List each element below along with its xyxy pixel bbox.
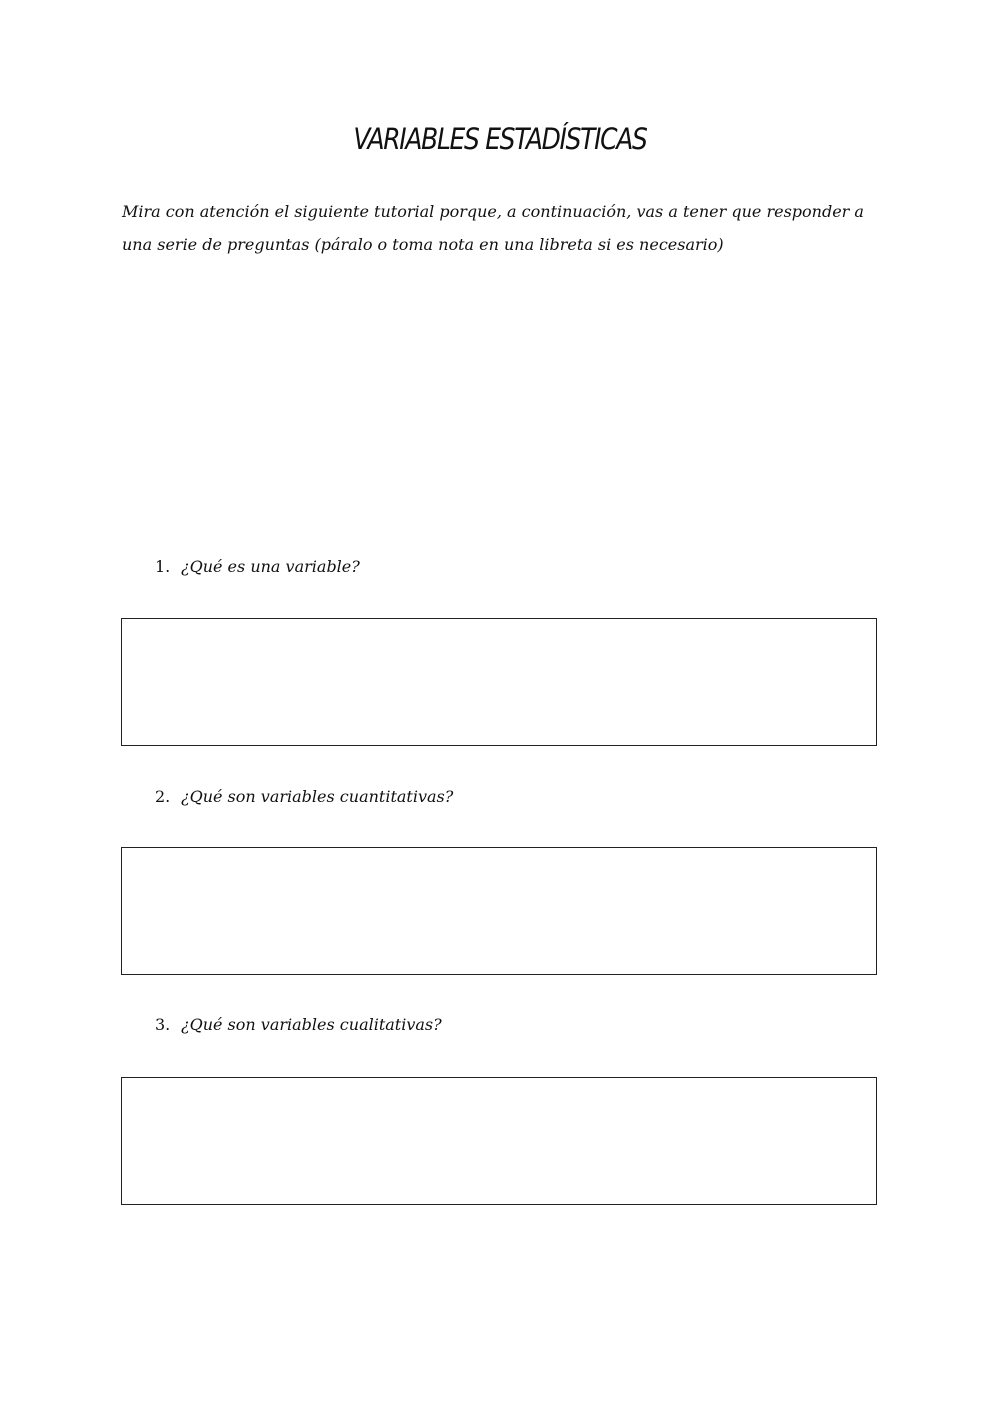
question-number: 3. [155,1015,171,1034]
question-number: 1. [155,557,171,576]
answer-box-1[interactable] [121,618,877,746]
question-number: 2. [155,787,171,806]
intro-text: Mira con atención el siguiente tutorial porque, a continuación, vas a tener que responder a una serie de preguntas (páralo o toma nota en una libreta si es necesario) [122,202,864,254]
answer-box-3[interactable] [121,1077,877,1205]
question-text: ¿Qué son variables cualitativas? [181,1015,442,1034]
question-text: ¿Qué es una variable? [181,557,360,576]
question-text: ¿Qué son variables cuantitativas? [181,787,454,806]
question-3 [155,1015,442,1034]
question-1 [155,557,360,576]
question-2 [155,787,453,806]
answer-box-2[interactable] [121,847,877,975]
page-title: VARIABLES ESTADÍSTICAS [353,122,647,156]
